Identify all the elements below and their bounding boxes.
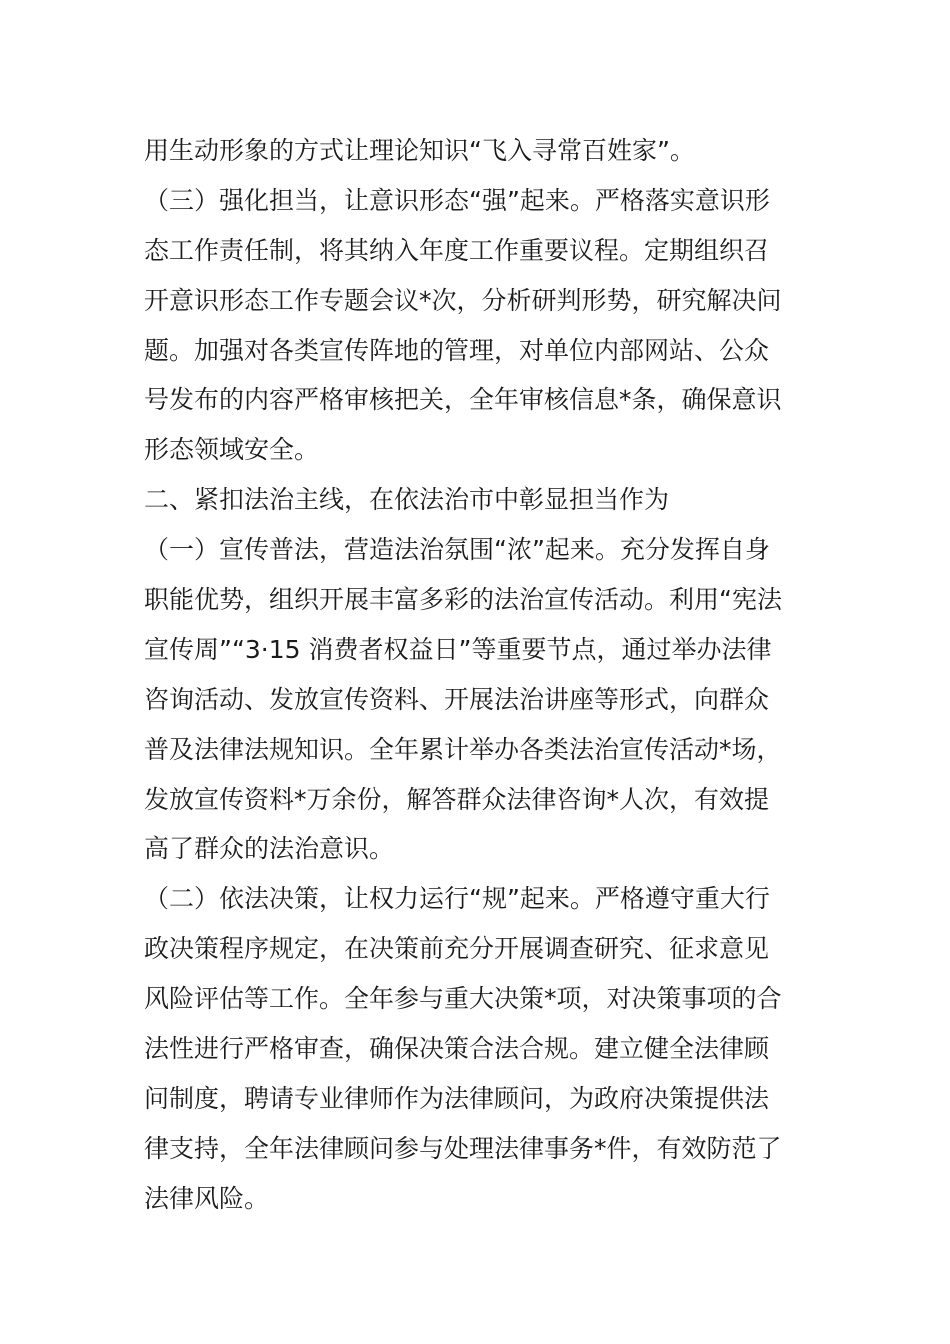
text-line: 发放宣传资料*万余份，解答群众法律咨询*人次，有效提 bbox=[144, 784, 770, 814]
text-line: 高了群众的法治意识。 bbox=[144, 834, 395, 864]
section-heading-1: （一）宣传普法，营造法治氛围“浓”起来。充分发挥自身 bbox=[144, 535, 770, 565]
text-line: 号发布的内容严格审核把关，全年审核信息*条，确保意识 bbox=[144, 385, 782, 415]
text-line: 用生动形象的方式让理论知识“飞入寻常百姓家”。 bbox=[144, 136, 695, 165]
text-line: 普及法律法规知识。全年累计举办各类法治宣传活动*场， bbox=[144, 734, 782, 764]
body-text bbox=[144, 126, 812, 1224]
text-line: 政决策程序规定，在决策前充分开展调查研究、征求意见 bbox=[144, 934, 770, 964]
text-line: 态工作责任制，将其纳入年度工作重要议程。定期组织召 bbox=[144, 235, 770, 265]
text-line: 律支持，全年法律顾问参与处理法律事务*件，有效防范了 bbox=[144, 1133, 782, 1163]
chapter-heading-2: 二、紧扣法治主线，在依法治市中彰显担当作为 bbox=[144, 485, 670, 515]
text-line: 开意识形态工作专题会议*次，分析研判形势，研究解决问 bbox=[144, 285, 782, 315]
section-heading-3: （三）强化担当，让意识形态“强”起来。严格落实意识形 bbox=[144, 185, 770, 215]
text-line: 题。加强对各类宣传阵地的管理，对单位内部网站、公众 bbox=[144, 335, 770, 365]
text-line: 问制度，聘请专业律师作为法律顾问，为政府决策提供法 bbox=[144, 1083, 770, 1113]
text-line: 形态领域安全。 bbox=[144, 435, 320, 465]
text-line: 法律风险。 bbox=[144, 1183, 270, 1213]
text-line: 法性进行严格审查，确保决策合法合规。建立健全法律顾 bbox=[144, 1034, 770, 1064]
text-line: 风险评估等工作。全年参与重大决策*项，对决策事项的合 bbox=[144, 984, 782, 1014]
text-line: 咨询活动、发放宣传资料、开展法治讲座等形式，向群众 bbox=[144, 684, 770, 714]
text-line: 职能优势，组织开展丰富多彩的法治宣传活动。利用“宪法 bbox=[144, 585, 782, 615]
section-heading-2: （二）依法决策，让权力运行“规”起来。严格遵守重大行 bbox=[144, 884, 770, 914]
text-line: 宣传周”“3·15 消费者权益日”等重要节点，通过举办法律 bbox=[144, 634, 772, 664]
